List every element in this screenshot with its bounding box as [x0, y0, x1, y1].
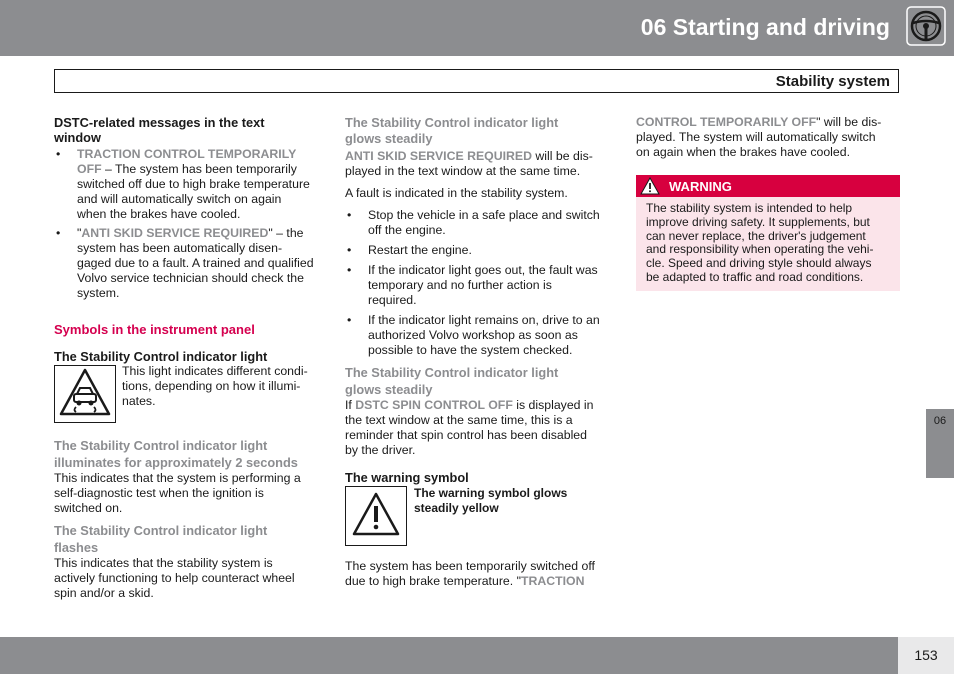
message-text: CONTROL TEMPORARILY OFF — [636, 115, 817, 129]
body-text: off the engine. — [368, 223, 446, 237]
heading-line: DSTC-related messages in the text — [54, 115, 265, 130]
steady-heading — [345, 115, 611, 147]
column-3 — [636, 115, 900, 291]
body-text: played. The system will automatically switch — [636, 130, 876, 144]
warning-triangle-icon — [636, 175, 664, 197]
body-text: and responsibility when operating the vehi- — [646, 242, 874, 257]
body-text: tions, depending on how it illumi- — [122, 379, 301, 393]
section-title: Stability system — [775, 73, 890, 90]
chapter-title: 06 Starting and driving — [640, 14, 890, 40]
illuminates-text — [54, 471, 320, 516]
body-text: switched off due to high brake temperature — [77, 177, 310, 191]
body-text: Stop the vehicle in a safe place and switch — [368, 208, 600, 222]
bullet-icon: • — [347, 313, 352, 327]
heading-line: The Stability Control indicator light — [345, 115, 559, 130]
section-title-box — [54, 69, 899, 93]
body-text: temporary and no further action is — [368, 278, 552, 292]
bullet-icon: • — [347, 263, 352, 277]
body-text: actively functioning to help counteract wheel — [54, 571, 295, 585]
body-text: This light indicates different condi- — [122, 364, 308, 378]
indicator-heading: The Stability Control indicator light — [54, 349, 268, 364]
body-text: If the indicator light remains on, drive to an — [368, 313, 600, 327]
body-text: by the driver. — [345, 443, 416, 457]
heading-line: flashes — [54, 540, 99, 555]
body-text: The warning symbol glows — [414, 486, 568, 500]
bullet-icon: • — [347, 208, 352, 222]
steering-wheel-icon — [906, 6, 946, 51]
bullet-icon: • — [347, 243, 352, 257]
body-text: If the indicator light goes out, the fault was — [368, 263, 598, 277]
body-text: system. — [77, 286, 120, 300]
body-text: can never replace, the driver's judgement — [646, 228, 866, 243]
body-text: spin and/or a skid. — [54, 586, 154, 600]
body-text: Restart the engine. — [368, 243, 472, 257]
indicator-text — [122, 364, 308, 423]
dstc-messages-heading — [54, 115, 320, 145]
body-text: authorized Volvo workshop as soon as — [368, 328, 578, 342]
warning-triangle-icon — [351, 491, 401, 541]
list-item — [345, 243, 611, 258]
body-text: If — [345, 398, 356, 412]
body-text: Volvo service technician should check the — [77, 271, 304, 285]
body-text: reminder that spin control has been disabled — [345, 428, 587, 442]
heading-line: illuminates for approximately 2 seconds — [54, 455, 298, 470]
spin-text — [345, 398, 611, 458]
temp-text — [345, 559, 611, 589]
symbols-heading: Symbols in the instrument panel — [54, 322, 255, 337]
body-text: on again when the brakes have cooled. — [636, 145, 850, 159]
page-number-box — [898, 637, 954, 674]
warning-glow-text — [414, 486, 567, 546]
warning-symbol-heading: The warning symbol — [345, 470, 469, 485]
body-text: system has been automatically disen- — [77, 241, 283, 255]
steady-text — [345, 149, 611, 179]
message-text: TRACTION — [520, 574, 585, 588]
body-text: cle. Speed and driving style should always — [646, 256, 872, 271]
body-text: required. — [368, 293, 417, 307]
warning-symbol-block — [345, 486, 611, 546]
body-text: The stability system is intended to help — [646, 201, 853, 215]
body-text: when the brakes have cooled. — [77, 207, 241, 221]
body-text: possible to have the system checked. — [368, 343, 573, 357]
illuminates-heading — [54, 437, 320, 471]
body-text: " – the — [268, 226, 304, 240]
list-item — [54, 147, 320, 222]
message-text: ANTI SKID SERVICE REQUIRED — [81, 226, 269, 240]
message-text: OFF — [77, 162, 102, 176]
body-text: be adapted to traffic and road conditions. — [646, 269, 864, 284]
footer-bar — [0, 637, 898, 674]
body-text: due to high brake temperature. " — [345, 574, 521, 588]
heading-line: The Stability Control indicator light — [54, 438, 268, 453]
message-text: ANTI SKID SERVICE REQUIRED — [345, 149, 532, 163]
heading-line: glows steadily — [345, 131, 433, 146]
message-text: DSTC SPIN CONTROL OFF — [355, 398, 513, 412]
body-text: This indicates that the system is performing a — [54, 471, 301, 485]
body-text: " — [77, 226, 82, 240]
indicator-block — [54, 365, 320, 423]
bullet-icon: • — [56, 226, 61, 240]
list-item — [345, 313, 611, 358]
steady2-heading — [345, 364, 611, 398]
body-text: switched on. — [54, 501, 123, 515]
skid-car-icon — [59, 368, 111, 420]
body-text: will be dis- — [532, 149, 593, 163]
body-text: gaged due to a fault. A trained and qualified — [77, 256, 314, 270]
body-text: improve driving safety. It supplements, but — [646, 214, 870, 229]
heading-line: The Stability Control indicator light — [345, 365, 559, 380]
warning-label: WARNING — [669, 178, 732, 194]
list-item — [54, 226, 320, 301]
bullet-icon: • — [56, 147, 61, 161]
side-tab-label: 06 — [933, 415, 947, 427]
warning-symbol-frame — [345, 486, 407, 546]
body-text: the text window at the same time, this is a — [345, 413, 573, 427]
body-text: nates. — [122, 394, 156, 408]
chapter-side-tab — [926, 409, 954, 478]
stability-indicator-frame — [54, 365, 116, 423]
warning-body — [636, 197, 900, 291]
column-2 — [345, 115, 611, 589]
body-text: and will automatically switch on again — [77, 192, 282, 206]
body-text: The system has been temporarily switched off — [345, 559, 595, 573]
continued-text — [636, 115, 900, 160]
heading-line: window — [54, 130, 101, 145]
body-text: " will be dis- — [816, 115, 882, 129]
warning-header — [636, 175, 900, 197]
body-text: This indicates that the stability system is — [54, 556, 273, 570]
page-number: 153 — [914, 647, 938, 663]
list-item — [345, 208, 611, 238]
list-item — [345, 263, 611, 308]
body-text: self-diagnostic test when the ignition is — [54, 486, 264, 500]
message-text: TRACTION CONTROL TEMPORARILY — [77, 147, 297, 161]
body-text: is displayed in — [512, 398, 594, 412]
body-text: – The system has been temporarily — [101, 162, 297, 176]
flashes-heading — [54, 522, 320, 556]
heading-line: The Stability Control indicator light — [54, 523, 268, 538]
heading-line: glows steadily — [345, 382, 433, 397]
flashes-text — [54, 556, 320, 601]
body-text: played in the text window at the same time. — [345, 164, 581, 178]
warning-box — [636, 175, 900, 291]
column-1 — [54, 115, 320, 601]
chapter-icon-box — [898, 0, 954, 56]
body-text: steadily yellow — [414, 501, 499, 515]
fault-text: A fault is indicated in the stability system. — [345, 186, 568, 200]
